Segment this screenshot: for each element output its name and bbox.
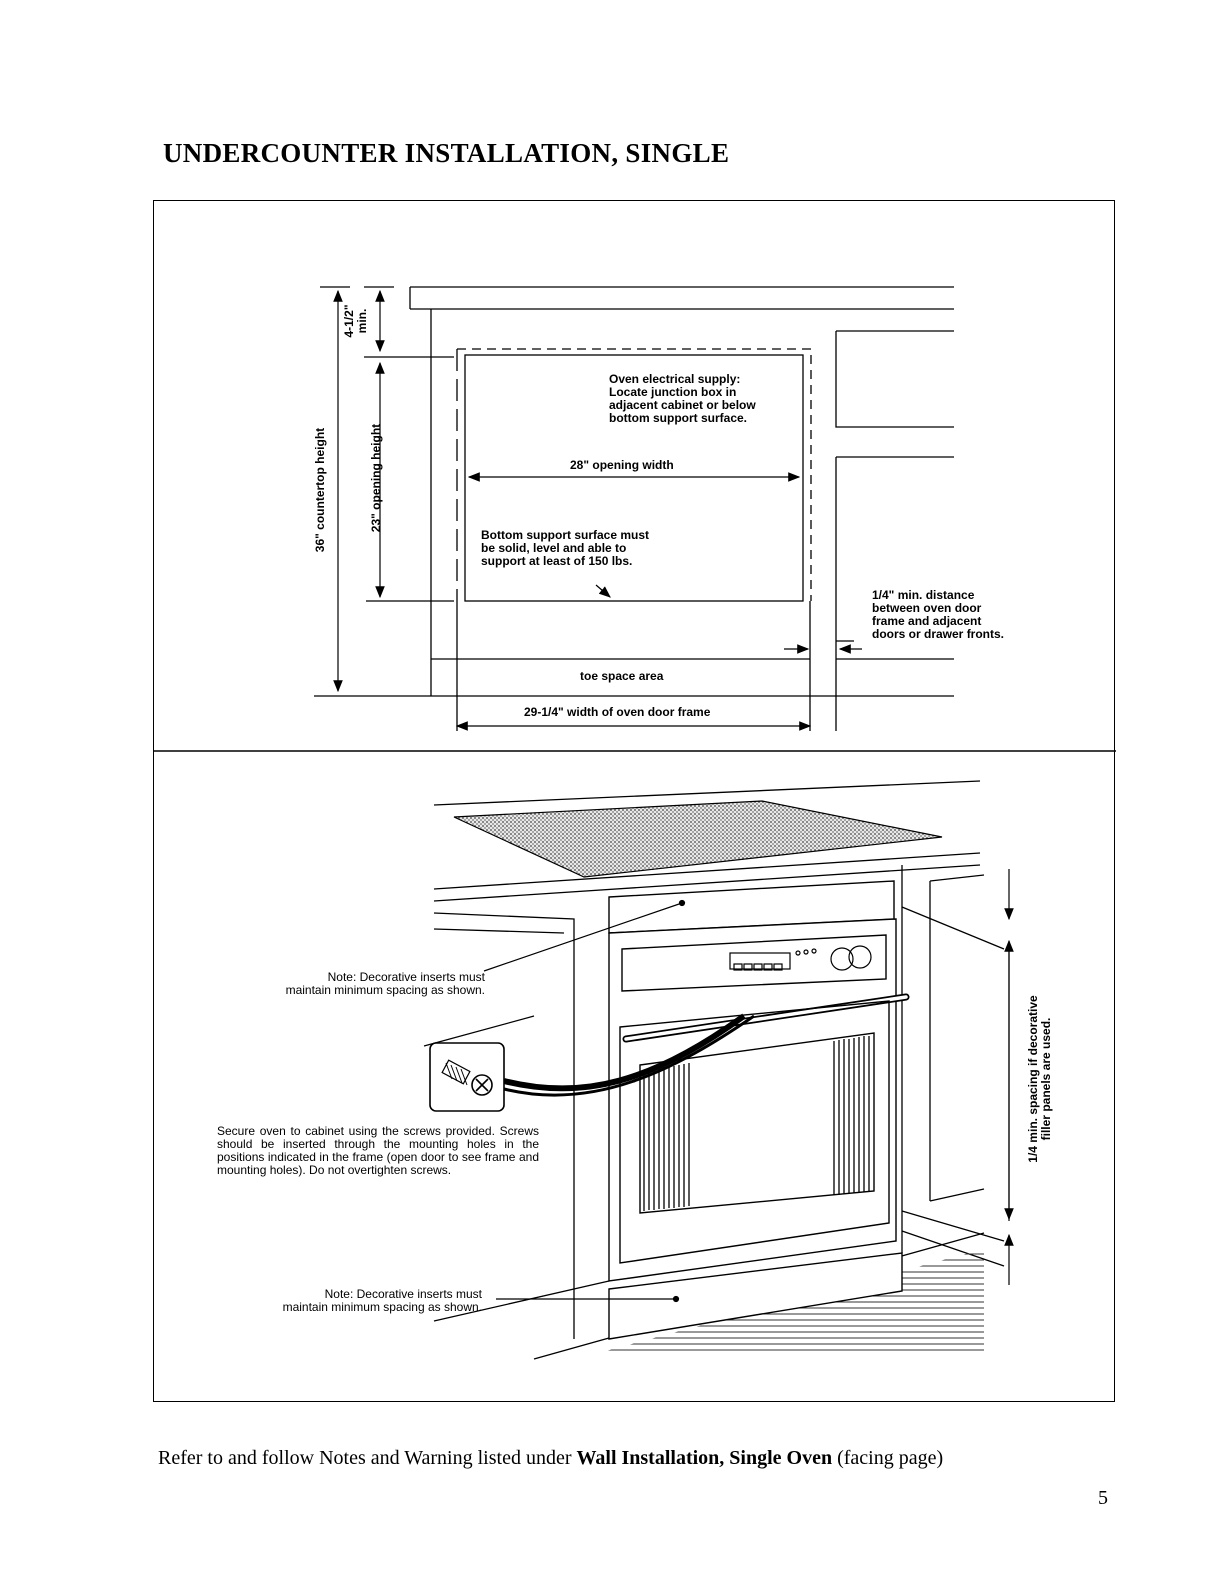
frame-width-label: 29-1/4" width of oven door frame (524, 705, 711, 719)
installation-figure (153, 200, 1115, 1402)
countertop-height-label: 36" countertop height (313, 427, 327, 553)
electrical-supply-note: Oven electrical supply: Locate junction box in adjacent cabinet or below bottom support surface. (609, 372, 756, 425)
footer-suffix: (facing page) (832, 1447, 944, 1469)
min-distance-note: 1/4" min. distance between oven door frame and adjacent doors or drawer fronts. (872, 588, 1005, 641)
support-surface-note: Bottom support surface must be solid, level and able to support at least of 150 lbs. (481, 528, 650, 568)
footer-bold-reference: Wall Installation, Single Oven (576, 1447, 833, 1469)
section-view (410, 287, 954, 731)
opening-height-label: 23" opening height (369, 423, 383, 533)
countertop-surface (454, 801, 942, 877)
decorative-insert-note-top: Note: Decorative inserts must maintain minimum spacing as shown. (285, 970, 485, 997)
footer-prefix: Refer to and follow Notes and Warning listed under (158, 1447, 577, 1469)
page-number: 5 (1098, 1487, 1108, 1509)
footer-reference (158, 1447, 943, 1470)
toe-space-label: toe space area (580, 669, 664, 683)
min-gap-label: 4-1/2" min. (342, 304, 369, 338)
decorative-insert-note-bottom: Note: Decorative inserts must maintain minimum spacing as shown. (282, 1287, 482, 1314)
section-dimensions (314, 287, 862, 726)
secure-oven-note: Secure oven to cabinet using the screws provided. Screws should be inserted through the mounting holes in the positions indicated in the frame (open door to see frame and mounting holes). Do not overtighten screws. (217, 1124, 539, 1177)
opening-width-label: 28" opening width (570, 458, 674, 472)
filler-spacing-note: 1/4 min. spacing if decorative filler panels are used. (1026, 995, 1053, 1163)
page-heading: UNDERCOUNTER INSTALLATION, SINGLE (163, 138, 730, 168)
